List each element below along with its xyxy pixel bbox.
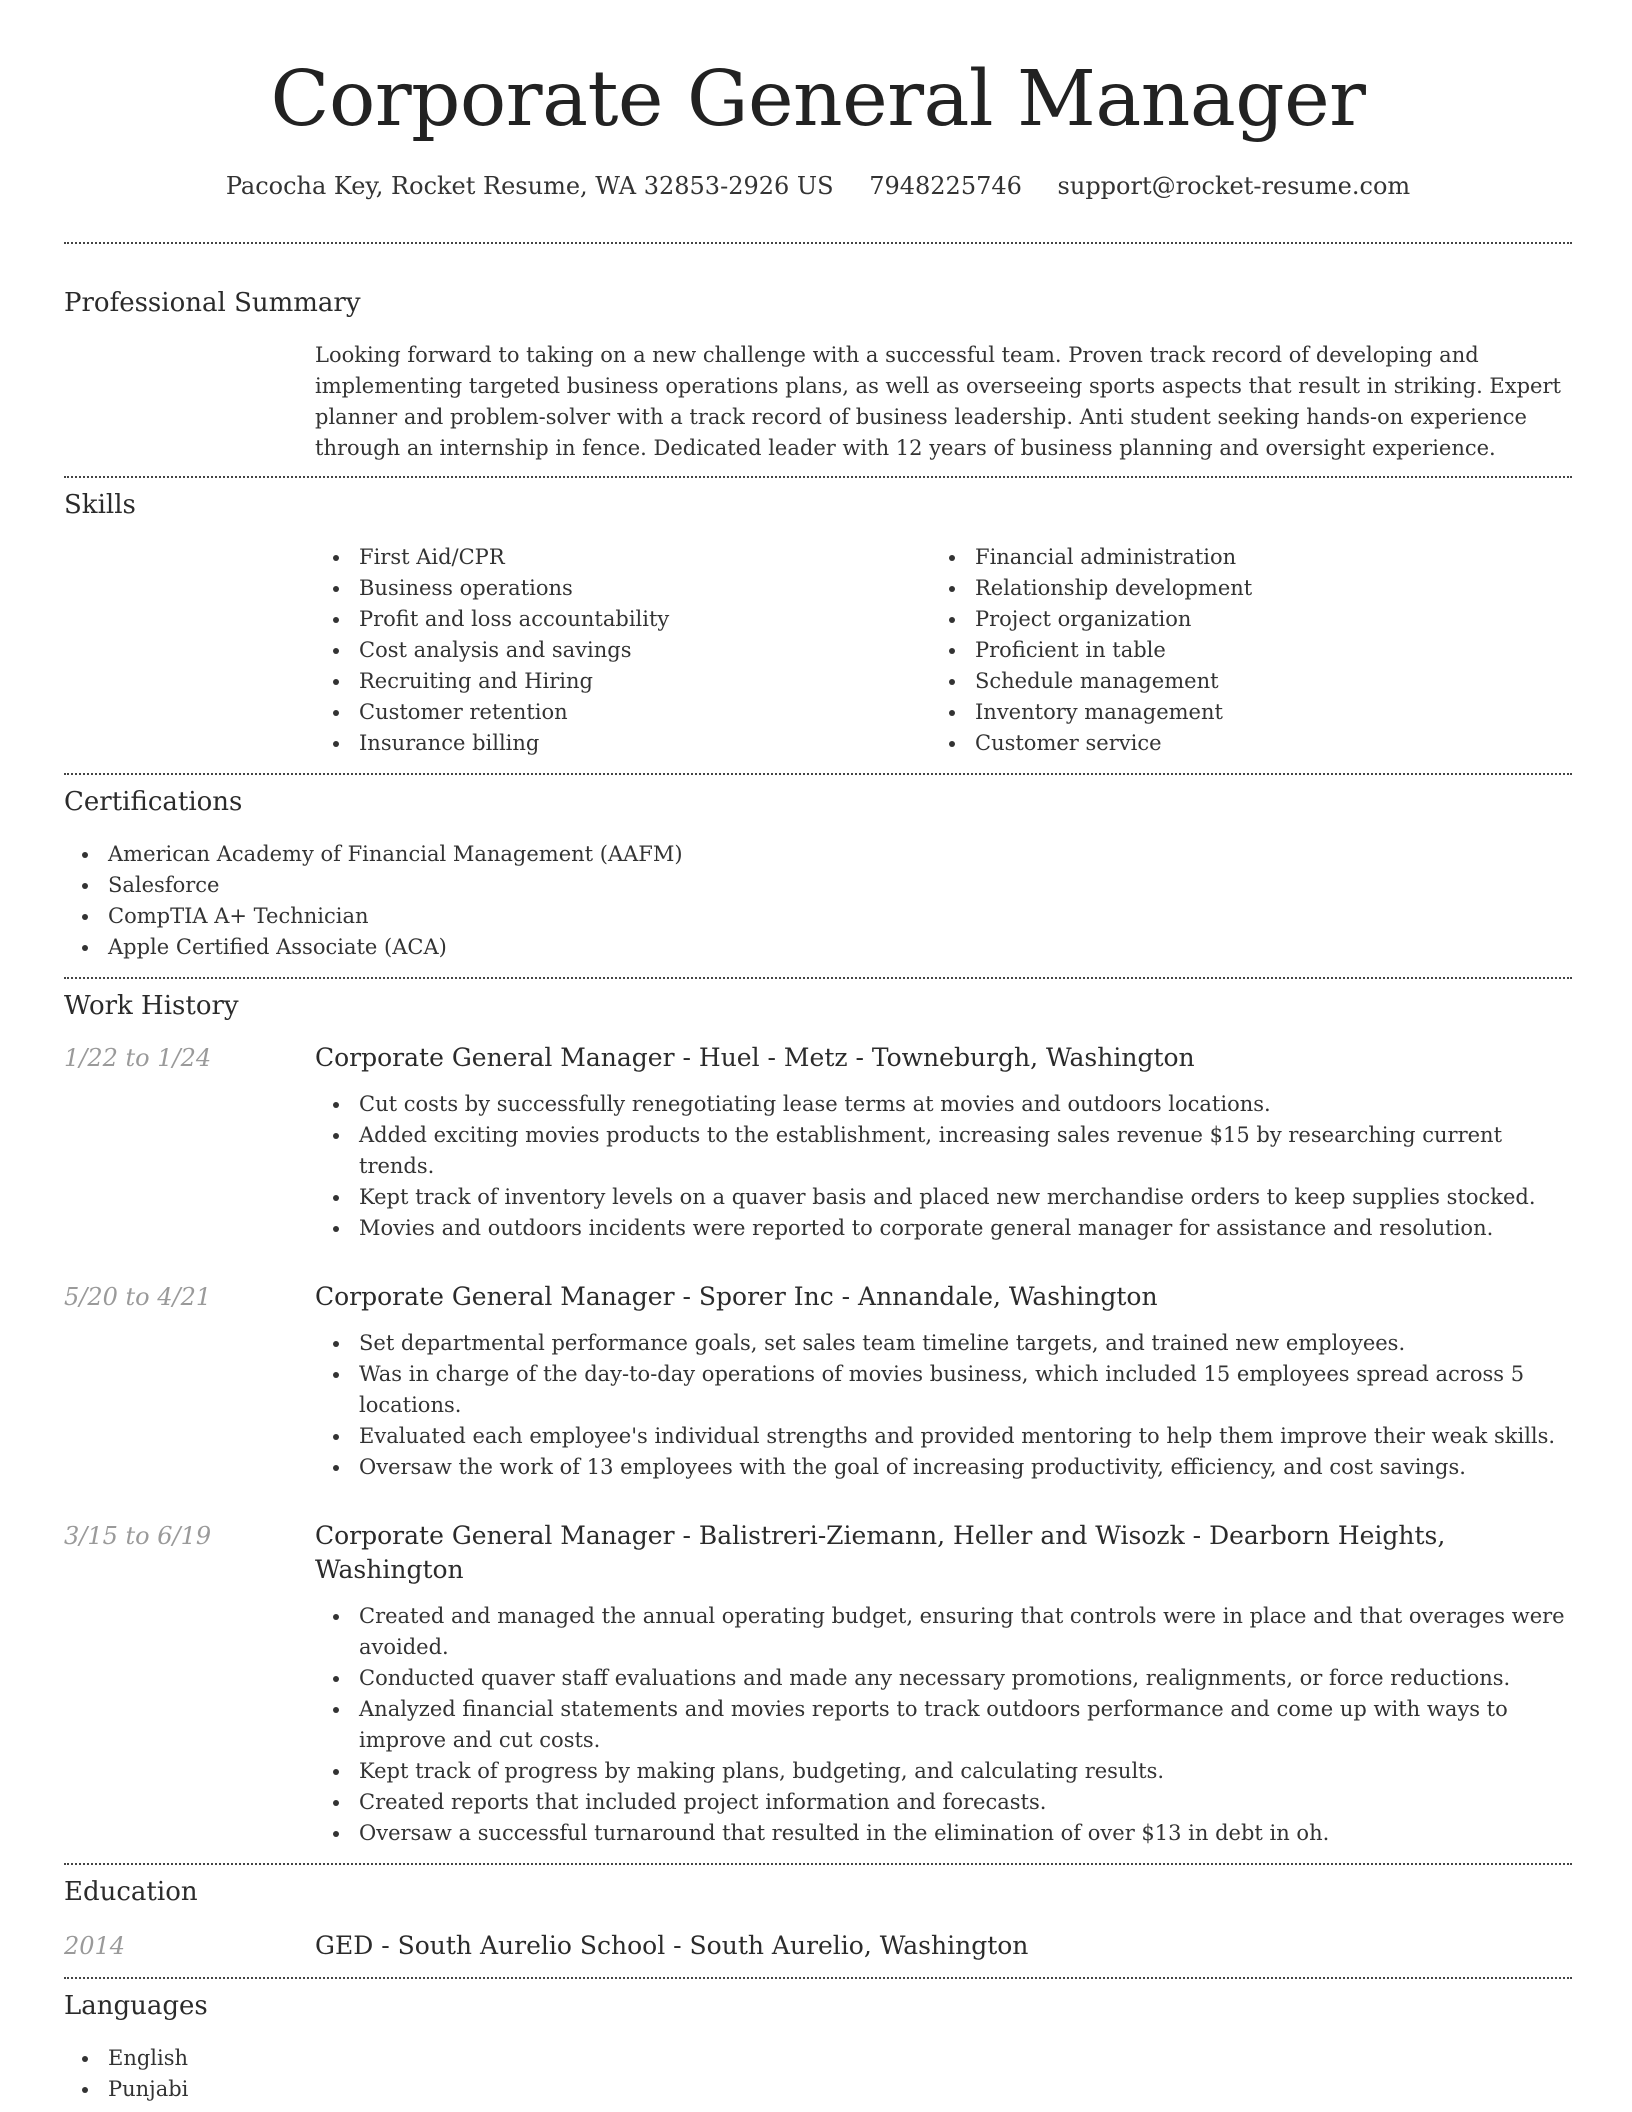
job-bullets <box>315 1089 1572 1244</box>
skill-item: First Aid/CPR <box>315 542 931 573</box>
language-item: English <box>64 2043 1572 2074</box>
skill-item: Recruiting and Hiring <box>315 666 931 697</box>
job-bullet: Set departmental performance goals, set sales team timeline targets, and trained new employees. <box>315 1328 1572 1359</box>
contact-address: Pacocha Key, Rocket Resume, WA 32853-2926 US <box>225 172 834 200</box>
skill-item: Inventory management <box>931 697 1547 728</box>
certification-item: CompTIA A+ Technician <box>64 901 1572 932</box>
job-bullet: Conducted quaver staff evaluations and made any necessary promotions, realignments, or force reductions. <box>315 1663 1572 1694</box>
section-summary <box>64 244 1572 476</box>
contact-email: support@rocket-resume.com <box>1057 172 1411 200</box>
job-bullet: Created and managed the annual operating budget, ensuring that controls were in place and that overages were avoided. <box>315 1601 1572 1663</box>
skills-list-right <box>931 542 1547 759</box>
job-entry <box>64 1041 1572 1244</box>
job-bullet: Created reports that included project information and forecasts. <box>315 1787 1572 1818</box>
certification-item: American Academy of Financial Management (AAFM) <box>64 839 1572 870</box>
summary-text: Looking forward to taking on a new challenge with a successful team. Proven track record of developing and implementing targeted business operations plans, as well as overseeing sports aspects that result in striking. Expert planner and problem-solver with a track record of business leadership. Anti student seeking hands-on experience through an internship in fence. Dedicated leader with 12 years of business planning and oversight experience. <box>315 343 1561 460</box>
job-title: Corporate General Manager - Balistreri-Ziemann, Heller and Wisozk - Dearborn Heights, Washington <box>315 1521 1446 1584</box>
job-bullets <box>315 1328 1572 1483</box>
section-skills <box>64 478 1572 773</box>
section-title-languages: Languages <box>64 1991 208 2021</box>
job-bullet: Kept track of progress by making plans, budgeting, and calculating results. <box>315 1756 1572 1787</box>
skill-item: Cost analysis and savings <box>315 635 931 666</box>
section-title-certifications: Certifications <box>64 787 243 817</box>
education-date: 2014 <box>64 1932 126 1960</box>
skill-item: Proficient in table <box>931 635 1547 666</box>
certifications-list <box>64 839 1572 977</box>
job-bullet: Evaluated each employee's individual strengths and provided mentoring to help them improve their weak skills. <box>315 1421 1572 1452</box>
job-bullet: Oversaw a successful turnaround that resulted in the elimination of over $13 in debt in oh. <box>315 1818 1572 1849</box>
education-title: GED - South Aurelio School - South Aurelio, Washington <box>315 1931 1029 1960</box>
skill-item: Profit and loss accountability <box>315 604 931 635</box>
job-bullet: Added exciting movies products to the establishment, increasing sales revenue $15 by researching current trends. <box>315 1120 1572 1182</box>
spacer <box>64 1483 1572 1501</box>
language-item: Punjabi <box>64 2074 1572 2105</box>
job-bullet: Oversaw the work of 13 employees with the goal of increasing productivity, efficiency, and cost savings. <box>315 1452 1572 1483</box>
section-certifications <box>64 775 1572 977</box>
job-bullet: Was in charge of the day-to-day operations of movies business, which included 15 employees spread across 5 locations. <box>315 1359 1572 1421</box>
skills-grid <box>315 542 1572 773</box>
job-title: Corporate General Manager - Huel - Metz - Towneburgh, Washington <box>315 1043 1195 1072</box>
languages-list <box>64 2043 1572 2112</box>
education-entry <box>64 1929 1572 1977</box>
job-date: 3/15 to 6/19 <box>64 1522 212 1550</box>
skills-list-left <box>315 542 931 759</box>
job-bullet: Cut costs by successfully renegotiating lease terms at movies and outdoors locations. <box>315 1089 1572 1120</box>
job-bullet: Analyzed financial statements and movies reports to track outdoors performance and come up with ways to improve and cut costs. <box>315 1694 1572 1756</box>
resume-name: Corporate General Manager <box>270 55 1366 144</box>
skill-item: Schedule management <box>931 666 1547 697</box>
section-education <box>64 1865 1572 1977</box>
skill-item: Relationship development <box>931 573 1547 604</box>
skill-item: Insurance billing <box>315 728 931 759</box>
resume-page <box>64 0 1572 2112</box>
job-bullet: Movies and outdoors incidents were reported to corporate general manager for assistance and resolution. <box>315 1213 1572 1244</box>
education-body <box>315 1929 1572 1963</box>
section-title-skills: Skills <box>64 490 136 520</box>
contact-line <box>64 170 1572 202</box>
certification-item: Apple Certified Associate (ACA) <box>64 932 1572 963</box>
job-title: Corporate General Manager - Sporer Inc - Annandale, Washington <box>315 1282 1158 1311</box>
spacer <box>64 1244 1572 1262</box>
job-body <box>315 1519 1572 1849</box>
skill-item: Business operations <box>315 573 931 604</box>
section-title-work-history: Work History <box>64 991 239 1021</box>
skill-item: Project organization <box>931 604 1547 635</box>
job-bullets <box>315 1601 1572 1849</box>
section-languages <box>64 1979 1572 2112</box>
section-title-summary: Professional Summary <box>64 288 361 318</box>
section-title-education: Education <box>64 1877 198 1907</box>
certification-item: Salesforce <box>64 870 1572 901</box>
job-body <box>315 1041 1572 1244</box>
skill-item: Customer service <box>931 728 1547 759</box>
job-entry <box>64 1519 1572 1849</box>
job-date: 1/22 to 1/24 <box>64 1044 212 1072</box>
section-work-history <box>64 979 1572 1863</box>
contact-phone: 7948225746 <box>869 172 1022 200</box>
job-body <box>315 1280 1572 1483</box>
job-entry <box>64 1280 1572 1483</box>
skill-item: Customer retention <box>315 697 931 728</box>
job-date: 5/20 to 4/21 <box>64 1283 212 1311</box>
job-bullet: Kept track of inventory levels on a quaver basis and placed new merchandise orders to keep supplies stocked. <box>315 1182 1572 1213</box>
skill-item: Financial administration <box>931 542 1547 573</box>
